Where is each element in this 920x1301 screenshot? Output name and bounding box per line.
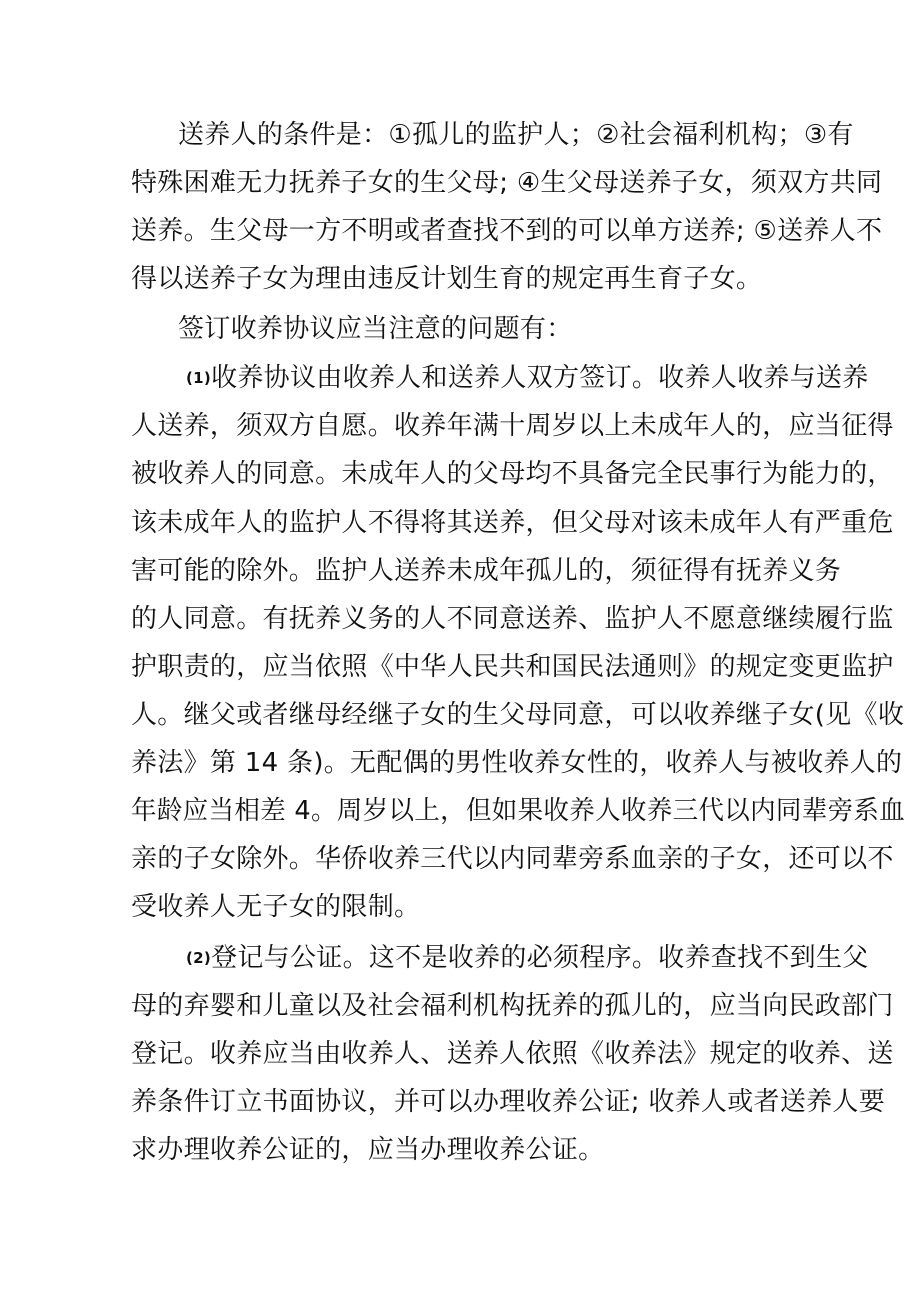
item-1-line-7: 护职责的，应当依照《中华人民共和国民法通则》的规定变更监护 (131, 652, 894, 682)
item-1-line-2: 人送养，须双方自愿。收养年满十周岁以上未成年人的，应当征得 (131, 411, 894, 441)
item-2-line-1 (186, 942, 869, 974)
item-1-marker: (1) (186, 369, 212, 387)
item-1-line-5: 害可能的除外。监护人送养未成年孤儿的，须征得有抚养义务 (131, 556, 842, 586)
item-1-line-1-text: 收养协议由收养人和送养人双方签订。收养人收养与送养 (211, 363, 869, 393)
item-1-line-12: 受收养人无子女的限制。 (131, 892, 421, 922)
item-2-line-4: 养条件订立书面协议，并可以办理收养公证; 收养人或者送养人要 (131, 1087, 886, 1117)
paragraph-2-line-1: 签订收养协议应当注意的问题有： (178, 314, 573, 344)
item-1-line-1 (186, 362, 869, 394)
item-1-line-8: 人。继父或者继母经继子女的生父母同意，可以收养继子女(见《收 (131, 700, 905, 730)
item-2-line-3: 登记。收养应当由收养人、送养人依照《收养法》规定的收养、送 (131, 1039, 894, 1069)
paragraph-1-line-3: 送养。生父母一方不明或者查找不到的可以单方送养; ⑤送养人不 (131, 216, 883, 246)
item-1-line-9: 养法》第 14 条)。无配偶的男性收养女性的，收养人与被收养人的 (131, 748, 903, 778)
paragraph-1-line-2: 特殊困难无力抚养子女的生父母; ④生父母送养子女，须双方共同 (131, 168, 883, 198)
item-1-line-3: 被收养人的同意。未成年人的父母均不具备完全民事行为能力的， (131, 459, 894, 489)
item-2-marker: (2) (186, 949, 212, 967)
paragraph-1-line-1: 送养人的条件是：①孤儿的监护人；②社会福利机构；③有 (178, 120, 854, 150)
item-1-line-10: 年龄应当相差 4。周岁以上，但如果收养人收养三代以内同辈旁系血 (131, 796, 906, 826)
item-1-line-4: 该未成年人的监护人不得将其送养，但父母对该未成年人有严重危 (131, 508, 894, 538)
item-2-line-2: 母的弃婴和儿童以及社会福利机构抚养的孤儿的，应当向民政部门 (131, 991, 894, 1021)
item-2-line-5: 求办理收养公证的，应当办理收养公证。 (131, 1135, 605, 1165)
paragraph-1-line-4: 得以送养子女为理由违反计划生育的规定再生育子女。 (131, 264, 763, 294)
item-1-line-11: 亲的子女除外。华侨收养三代以内同辈旁系血亲的子女，还可以不 (131, 844, 894, 874)
item-2-line-1-text: 登记与公证。这不是收养的必须程序。收养查找不到生父 (211, 943, 869, 973)
item-1-line-6: 的人同意。有抚养义务的人不同意送养、监护人不愿意继续履行监 (131, 604, 894, 634)
